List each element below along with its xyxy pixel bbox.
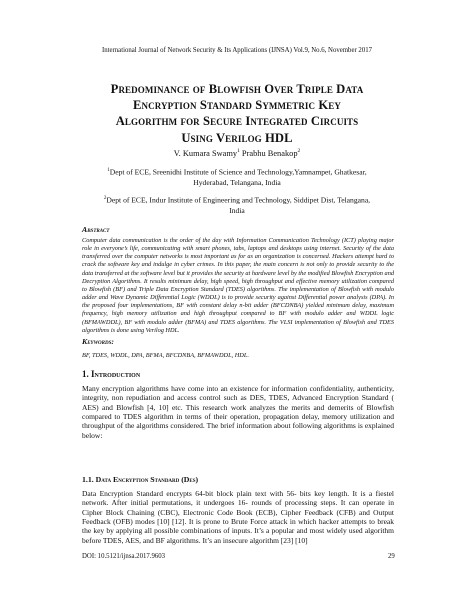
affiliation-2-sup: 2: [103, 196, 107, 201]
author-1-sup: 1: [237, 148, 240, 154]
des-subsection-heading: 1.1. Data Encryption Standard (Des): [82, 475, 199, 484]
title-line-2: Encryption Standard Symmetric Key: [133, 98, 341, 113]
affiliation-1-line-2: Hyderabad, Telangana, India: [193, 177, 281, 187]
keywords-text: BF, TDES, WDDL, DPA, BFMA, BFCDNBA, BFMAWDDL, HDL.: [82, 352, 249, 359]
affiliation-1-sup: 1: [107, 168, 110, 173]
footer-page-number: 29: [388, 553, 395, 560]
author-2-name: Prabhu Benakop: [241, 148, 298, 158]
title-line-1: Predominance of Blowfish Over Triple Data: [110, 82, 364, 96]
affiliation-2: [82, 194, 392, 216]
introduction-text: Many encryption algorithms have come into an existence for information confidentiality, authenticity, integrity, non repudiation and access control such as DES, TDES, Advanced Encryption Standard ( AES) and Blowfish [4, 10] etc. This research work analyzes the merits and demerits of Blowfish compared to TDES algorithm in terms of their operation, propagation delay, memory utilization and throughput of the algorithms considered. The brief information about following algorithms is explained below:: [82, 384, 394, 440]
affiliation-1-line-1: Dept of ECE, Sreenidhi Institute of Science and Technology,Yamnampet, Ghatkesar,: [109, 167, 367, 177]
affiliation-2-line-2: India: [229, 205, 245, 215]
author-1-name: V. Kumara Swamy: [173, 148, 238, 158]
title-line-4: Using Verilog HDL: [181, 130, 293, 145]
des-subsection-text: Data Encryption Standard encrypts 64-bit block plain text with 56- bits key length. It is a fiestel network. After initial permutations, it undergoes 16- rounds of processing steps. It can operate in Cipher Block Chaining (CBC), Electronic Code Book (ECB), Cipher Feedback (CFB) and Output Feedback (OFB) modes [10] [12]. It is prone to Brute Force attack in which hacker attempts to break the key by applying all possible combinations of inputs. It’s a popular and most widely used algorithm before TDES, AES, and BF algorithms. It’s an insecure algorithm [23] [10]: [82, 489, 394, 545]
paper-title: [70, 81, 404, 146]
affiliation-2-line-1: Dept of ECE, Indur Institute of Engineering and Technology, Siddipet Dist, Telangana,: [106, 195, 371, 205]
affiliation-1: [82, 166, 392, 188]
introduction-heading: 1. Introduction: [82, 369, 141, 379]
title-line-3: Algorithm for Secure Integrated Circuits: [115, 114, 359, 129]
abstract-text: Computer data communication is the order of the day with Information Communication Technology (ICT) playing major role in everyone’s life, communicating with smart phones, tabs, laptops and desktops using internet. Security of the data transferred over the computer networks is most important as for as an organization is concerned. Hackers attempt hard to crack the software key and indulge in cyber crimes. In this paper, the main concern is not only to provide security to the data transferred at the software level but it provides the security at hardware level by the modified Blowfish Encryption and Decryption Algorithms. It results minimum delay, high speed, high throughput and effective memory utilization compared to Blowfish (BF) and Triple Data Encryption Standard (TDES) algorithms. The implementation of Blowfish with modulo adder and Wave Dynamic Differential Logic (WDDL) is to provide security against Differential power analysis (DPA). In the proposed four implementations, BF with constant delay n-bit adder (BFCDNBA) yielded minimum delay, maximum frequency, high memory utilization and high throughput compared to BF with modulo adder and WDDL logic (BFMAWDDL), BF with modulo adder (BFMA) and TDES algorithms. The VLSI implementation of Blowfish and TDES algorithms is done using Verilog HDL.: [82, 237, 394, 334]
keywords-heading: Keywords:: [82, 337, 114, 346]
author-list: [0, 148, 474, 158]
journal-header: International Journal of Network Security & Its Applications (IJNSA) Vol.9, No.6, November 2017: [101, 47, 373, 54]
author-2-sup: 2: [297, 148, 301, 154]
abstract-heading: Abstract: [82, 225, 110, 234]
footer-doi: DOI: 10.5121/ijnsa.2017.9603: [82, 553, 166, 560]
